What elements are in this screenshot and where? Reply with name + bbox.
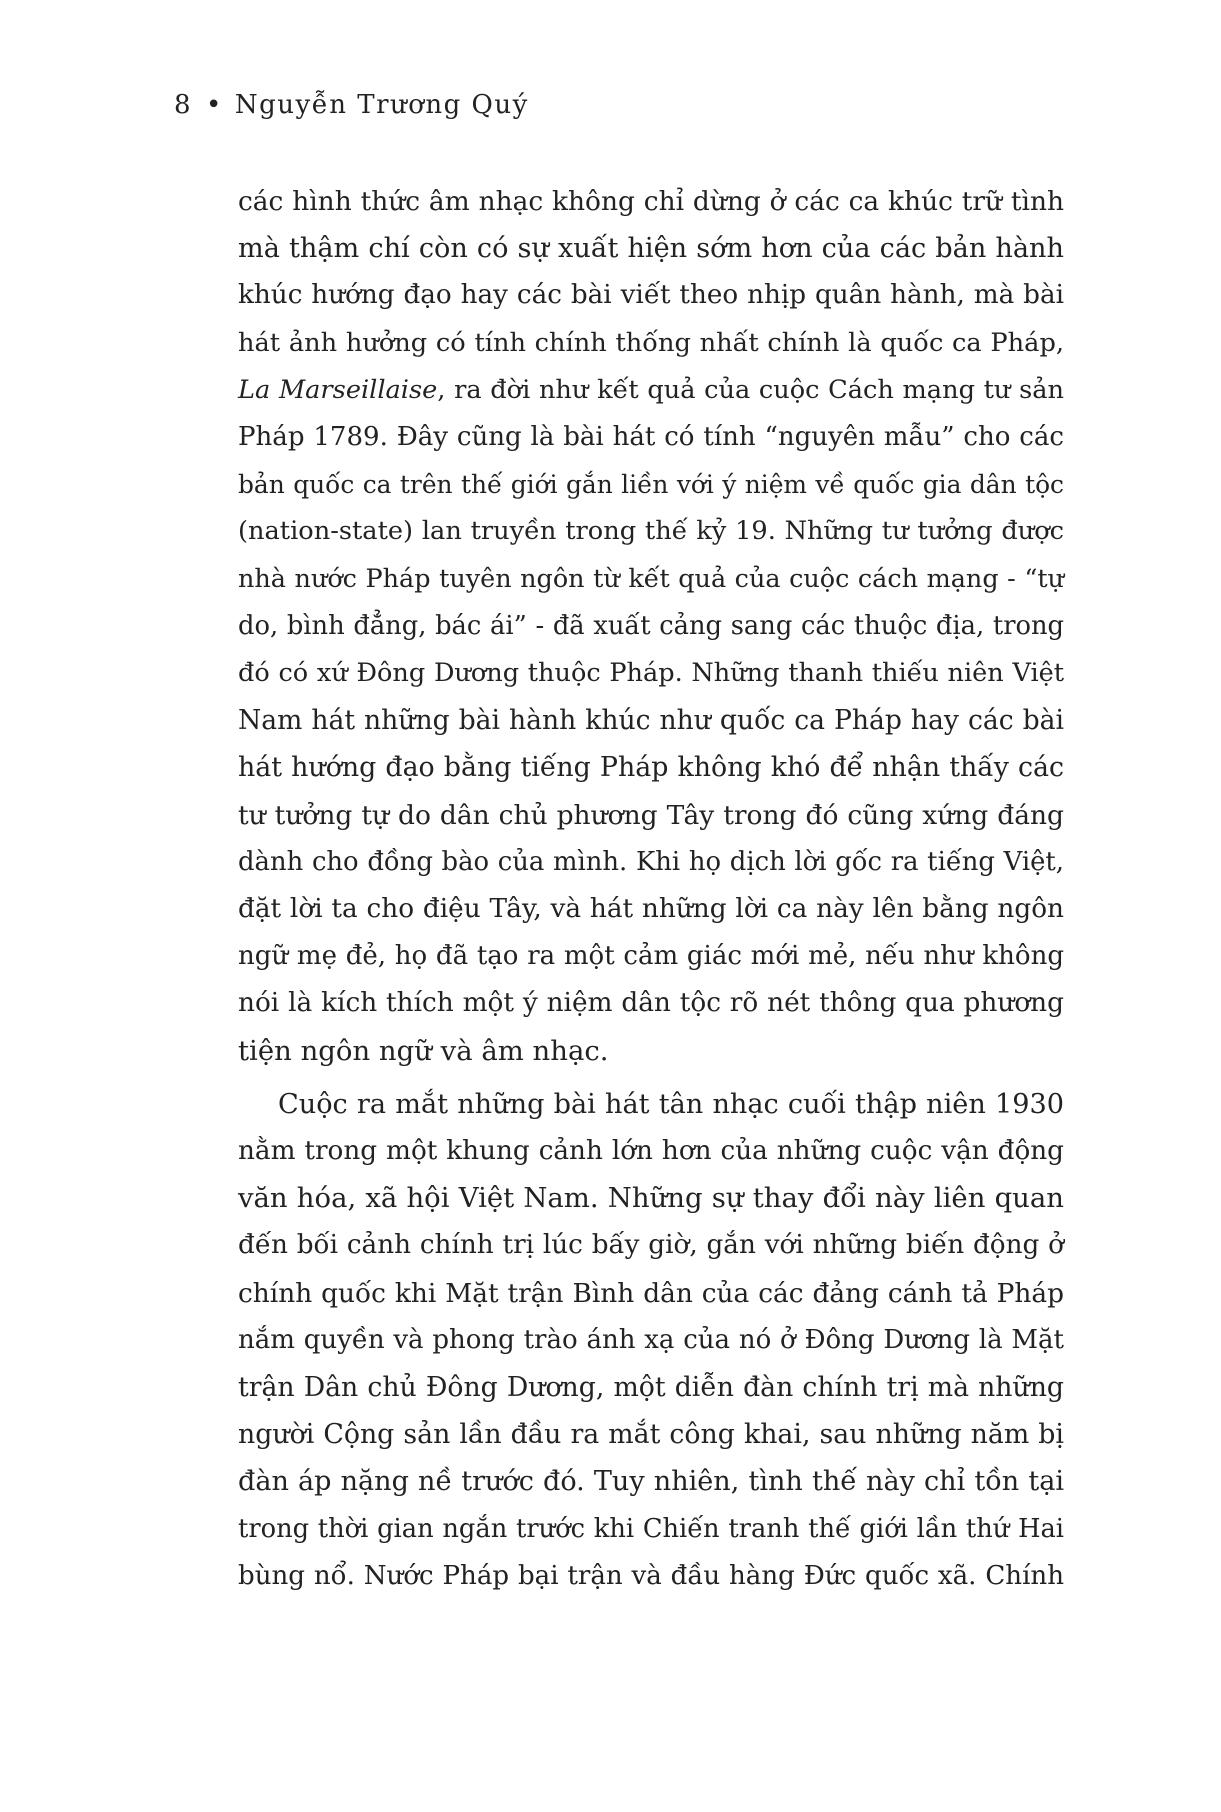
text-line: dành cho đồng bào của mình. Khi họ dịch lời gốc ra tiếng Việt, (238, 846, 1064, 877)
text-line: Pháp 1789. Đây cũng là bài hát có tính “nguyên mẫu” cho các (238, 422, 1064, 453)
text-line: tư tưởng tự do dân chủ phương Tây trong đó cũng xứng đáng (238, 799, 1064, 831)
text-line: văn hóa, xã hội Việt Nam. Những sự thay đổi này liên quan (238, 1182, 1064, 1215)
paragraph (238, 1081, 1064, 1600)
text-line: nắm quyền và phong trào ánh xạ của nó ở Đông Dương là Mặt (238, 1324, 1064, 1355)
text-line: hát hướng đạo bằng tiếng Pháp không khó để nhận thấy các (238, 752, 1064, 784)
text-line: đến bối cảnh chính trị lúc bấy giờ, gắn với những biến động ở (238, 1230, 1064, 1261)
text-line: do, bình đẳng, bác ái” - đã xuất cảng sang các thuộc địa, trong (238, 610, 1064, 641)
paragraph (238, 178, 1064, 1075)
text-line: Nam hát những bài hành khúc như quốc ca Pháp hay các bài (238, 705, 1064, 737)
text-line: đàn áp nặng nề trước đó. Tuy nhiên, tình thế này chỉ tồn tại (238, 1466, 1064, 1498)
text-line: bùng nổ. Nước Pháp bại trận và đầu hàng Đức quốc xã. Chính (238, 1560, 1064, 1591)
text-line (238, 367, 1064, 414)
text-line: (nation-state) lan truyền trong thế kỷ 19. Những tư tưởng được (238, 516, 1064, 547)
page-number: 8 (174, 90, 193, 120)
text-line: chính quốc khi Mặt trận Bình dân của các đảng cánh tả Pháp (238, 1277, 1064, 1309)
text-line: trận Dân chủ Đông Dương, một diễn đàn chính trị mà những (238, 1372, 1064, 1404)
text-line: tiện ngôn ngữ và âm nhạc. (238, 1034, 609, 1067)
text-line: nằm trong một khung cảnh lớn hơn của những cuộc vận động (238, 1136, 1064, 1167)
text-line: mà thậm chí còn có sự xuất hiện sớm hơn của các bản hành (238, 233, 1064, 265)
text-line: Cuộc ra mắt những bài hát tân nhạc cuối thập niên 1930 (278, 1088, 1064, 1120)
text-fragment: , ra đời như kết quả của cuộc Cách mạng tư sản (437, 374, 1064, 405)
text-line: đó có xứ Đông Dương thuộc Pháp. Những thanh thiếu niên Việt (238, 658, 1064, 689)
text-line: người Cộng sản lần đầu ra mắt công khai, sau những năm bị (238, 1419, 1064, 1451)
text-line: nói là kích thích một ý niệm dân tộc rõ nét thông qua phương (238, 988, 1064, 1019)
song-title: La Marseillaise (238, 374, 438, 405)
text-line: hát ảnh hưởng có tính chính thống nhất chính là quốc ca Pháp, (238, 327, 1064, 358)
text-line: bản quốc ca trên thế giới gắn liền với ý niệm về quốc gia dân tộc (238, 470, 1064, 500)
header-separator: • (206, 90, 223, 120)
text-line: các hình thức âm nhạc không chỉ dừng ở các ca khúc trữ tình (238, 186, 1064, 217)
text-line: nhà nước Pháp tuyên ngôn từ kết quả của cuộc cách mạng - “tự (238, 563, 1064, 594)
text-line: đặt lời ta cho điệu Tây, và hát những lời ca này lên bằng ngôn (238, 894, 1064, 925)
author-name: Nguyễn Trương Quý (234, 90, 529, 120)
text-line: khúc hướng đạo hay các bài viết theo nhịp quân hành, mà bài (238, 280, 1064, 311)
text-line: trong thời gian ngắn trước khi Chiến tranh thế giới lần thứ Hai (238, 1513, 1064, 1544)
running-header (174, 88, 529, 122)
body-text (238, 178, 1064, 1600)
text-line: ngữ mẹ đẻ, họ đã tạo ra một cảm giác mới mẻ, nếu như không (238, 941, 1064, 972)
